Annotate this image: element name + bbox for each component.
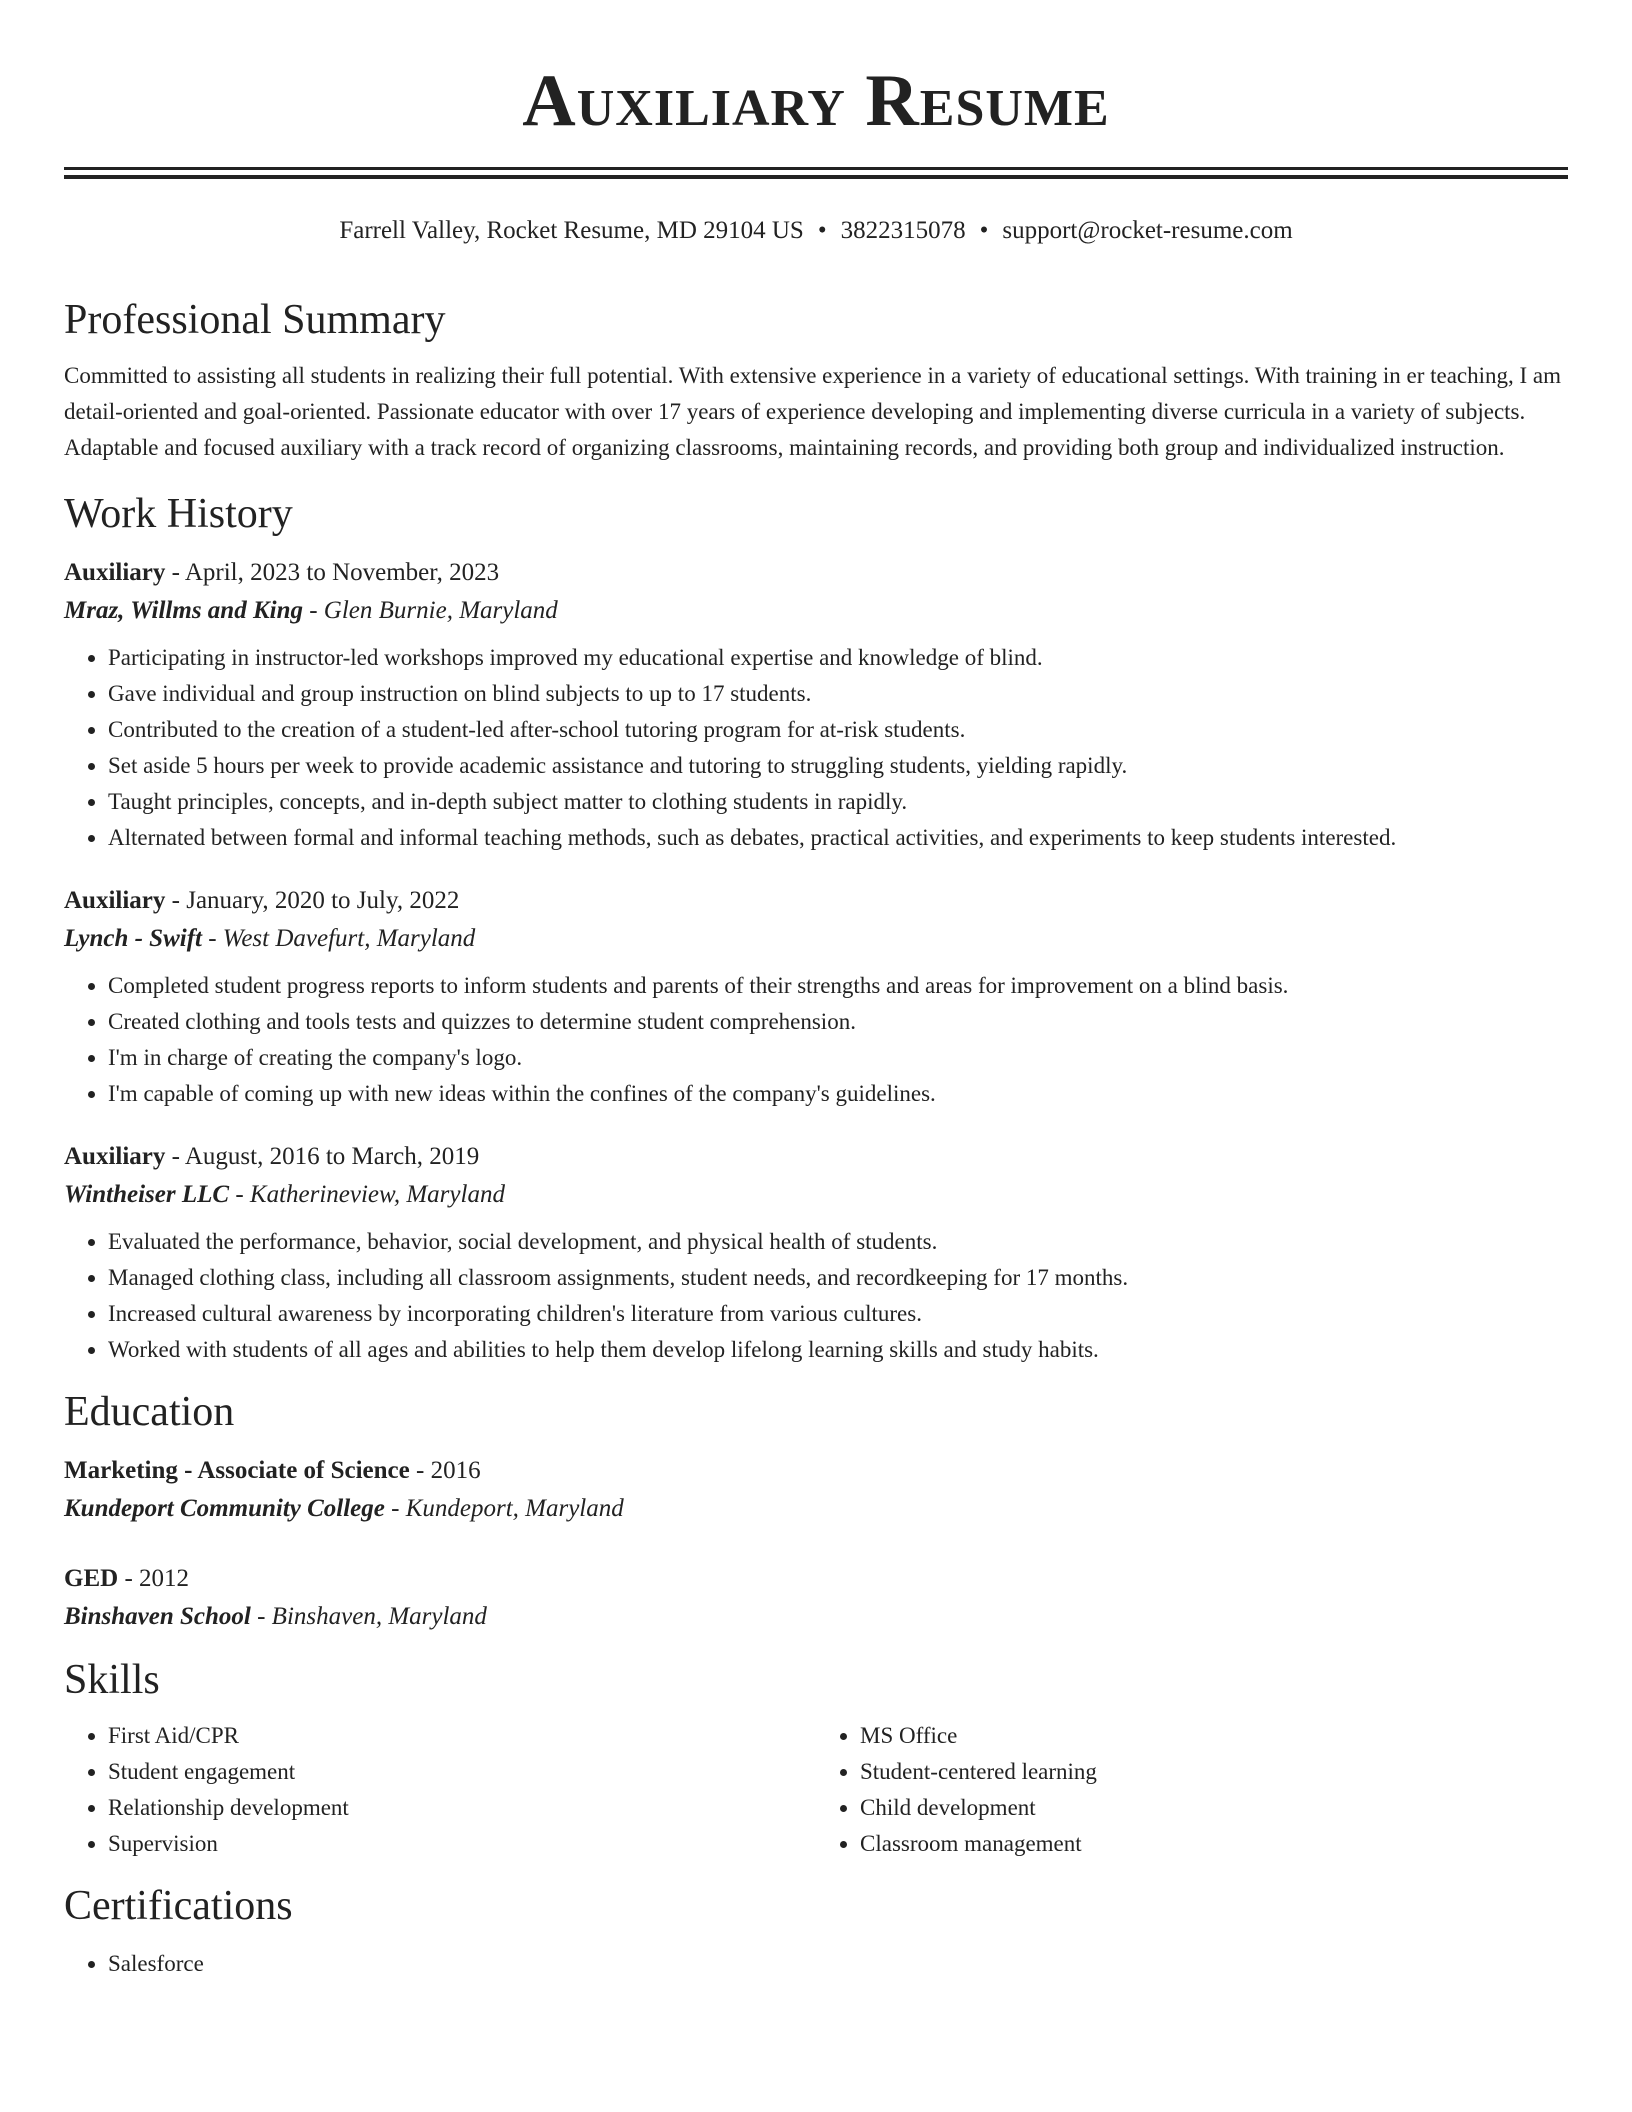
list-item: • Set aside 5 hours per week to provide academic assistance and tutoring to struggling students, yielding rapidly. <box>108 748 1568 784</box>
school-location: - Kundeport, Maryland <box>384 1495 624 1522</box>
list-item: • I'm capable of coming up with new ideas within the confines of the company's guidelines. <box>108 1076 1568 1112</box>
job-company-line <box>64 920 1568 958</box>
school-line <box>64 1490 1568 1528</box>
list-item: • Salesforce <box>108 1946 1568 1982</box>
list-item: • Gave individual and group instruction on blind subjects to up to 17 students. <box>108 676 1568 712</box>
title-rule-thick <box>64 175 1568 179</box>
list-item: • Completed student progress reports to inform students and parents of their strengths and areas for improvement on a blind basis. <box>108 968 1568 1004</box>
job-company-line <box>64 1176 1568 1214</box>
education-entry <box>64 1452 1568 1528</box>
list-item: • Participating in instructor-led workshops improved my educational expertise and knowledge of blind. <box>108 640 1568 676</box>
list-item: • Student engagement <box>108 1754 816 1790</box>
education-heading: Education <box>64 1389 235 1435</box>
list-item: • Taught principles, concepts, and in-depth subject matter to clothing students in rapidly. <box>108 784 1568 820</box>
skills-heading: Skills <box>64 1657 160 1703</box>
job-entry <box>64 882 1568 1112</box>
list-item: • Evaluated the performance, behavior, social development, and physical health of students. <box>108 1224 1568 1260</box>
job-title: Auxiliary <box>64 887 166 914</box>
contact-phone: 3822315078 <box>840 217 966 244</box>
job-company: Mraz, Willms and King <box>64 597 303 624</box>
school-location: - Binshaven, Maryland <box>250 1603 487 1630</box>
list-item: • Increased cultural awareness by incorporating children's literature from various cultures. <box>108 1296 1568 1332</box>
certifications-section <box>64 1876 1568 1982</box>
skills-columns <box>64 1710 1568 1862</box>
school-line <box>64 1598 1568 1636</box>
contact-line <box>64 213 1568 249</box>
skills-list-right <box>816 1718 1568 1862</box>
certifications-list <box>64 1946 1568 1982</box>
title-rule-thin <box>64 167 1568 170</box>
job-bullets <box>64 640 1568 856</box>
job-location: - Glen Burnie, Maryland <box>302 597 558 624</box>
degree-line <box>64 1560 1568 1598</box>
resume-title: Auxiliary Resume <box>522 60 1110 142</box>
contact-address: Farrell Valley, Rocket Resume, MD 29104 US <box>339 217 804 244</box>
degree-line <box>64 1452 1568 1490</box>
list-item: • MS Office <box>860 1718 1568 1754</box>
job-bullets <box>64 968 1568 1112</box>
list-item: • I'm in charge of creating the company's logo. <box>108 1040 1568 1076</box>
job-location: - Katherineview, Maryland <box>229 1181 505 1208</box>
summary-heading: Professional Summary <box>64 297 446 343</box>
job-title-line <box>64 1138 1568 1176</box>
job-company: Wintheiser LLC <box>64 1181 230 1208</box>
job-title-line <box>64 554 1568 592</box>
degree: GED <box>64 1565 119 1592</box>
list-item: • Classroom management <box>860 1826 1568 1862</box>
job-title: Auxiliary <box>64 1143 166 1170</box>
list-item: • Managed clothing class, including all classroom assignments, student needs, and recordkeeping for 17 months. <box>108 1260 1568 1296</box>
contact-email: support@rocket-resume.com <box>1002 217 1293 244</box>
list-item: • Supervision <box>108 1826 816 1862</box>
list-item: • Student-centered learning <box>860 1754 1568 1790</box>
job-entry <box>64 554 1568 856</box>
list-item: • Alternated between formal and informal teaching methods, such as debates, practical activities, and experiments to keep students interested. <box>108 820 1568 856</box>
skills-section <box>64 1650 1568 1862</box>
job-entry <box>64 1138 1568 1368</box>
list-item: • First Aid/CPR <box>108 1718 816 1754</box>
skills-list-left <box>64 1718 816 1862</box>
list-item: • Child development <box>860 1790 1568 1826</box>
work-history-section <box>64 484 1568 1368</box>
certifications-heading: Certifications <box>64 1883 293 1929</box>
degree: Marketing - Associate of Science <box>64 1457 410 1484</box>
list-item: • Created clothing and tools tests and quizzes to determine student comprehension. <box>108 1004 1568 1040</box>
list-item: • Worked with students of all ages and abilities to help them develop lifelong learning skills and study habits. <box>108 1332 1568 1368</box>
work-history-heading: Work History <box>64 491 293 537</box>
job-dates: - January, 2020 to July, 2022 <box>165 887 460 914</box>
job-company-line <box>64 592 1568 630</box>
school-name: Kundeport Community College <box>64 1495 385 1522</box>
contact-separator: • <box>979 217 989 244</box>
contact-separator: • <box>817 217 827 244</box>
list-item: • Contributed to the creation of a student-led after-school tutoring program for at-risk students. <box>108 712 1568 748</box>
summary-section <box>64 290 1568 466</box>
job-title-line <box>64 882 1568 920</box>
job-location: - West Davefurt, Maryland <box>201 925 476 952</box>
degree-year: - 2016 <box>409 1457 481 1484</box>
job-dates: - April, 2023 to November, 2023 <box>165 559 500 586</box>
summary-text: Committed to assisting all students in realizing their full potential. With extensive experience in a variety of educational settings. With training in er teaching, I am detail-oriented and goal-oriented. Passionate educator with over 17 years of experience developing and implementing diverse curricula in a variety of subjects. Adaptable and focused auxiliary with a track record of organizing classrooms, maintaining records, and providing both group and individualized instruction. <box>64 363 1562 460</box>
job-title: Auxiliary <box>64 559 166 586</box>
degree-year: - 2012 <box>118 1565 190 1592</box>
job-bullets <box>64 1224 1568 1368</box>
resume-content <box>64 290 1568 1982</box>
education-entry <box>64 1560 1568 1636</box>
job-company: Lynch - Swift <box>64 925 202 952</box>
school-name: Binshaven School <box>64 1603 251 1630</box>
job-dates: - August, 2016 to March, 2019 <box>165 1143 480 1170</box>
education-section <box>64 1382 1568 1636</box>
list-item: • Relationship development <box>108 1790 816 1826</box>
